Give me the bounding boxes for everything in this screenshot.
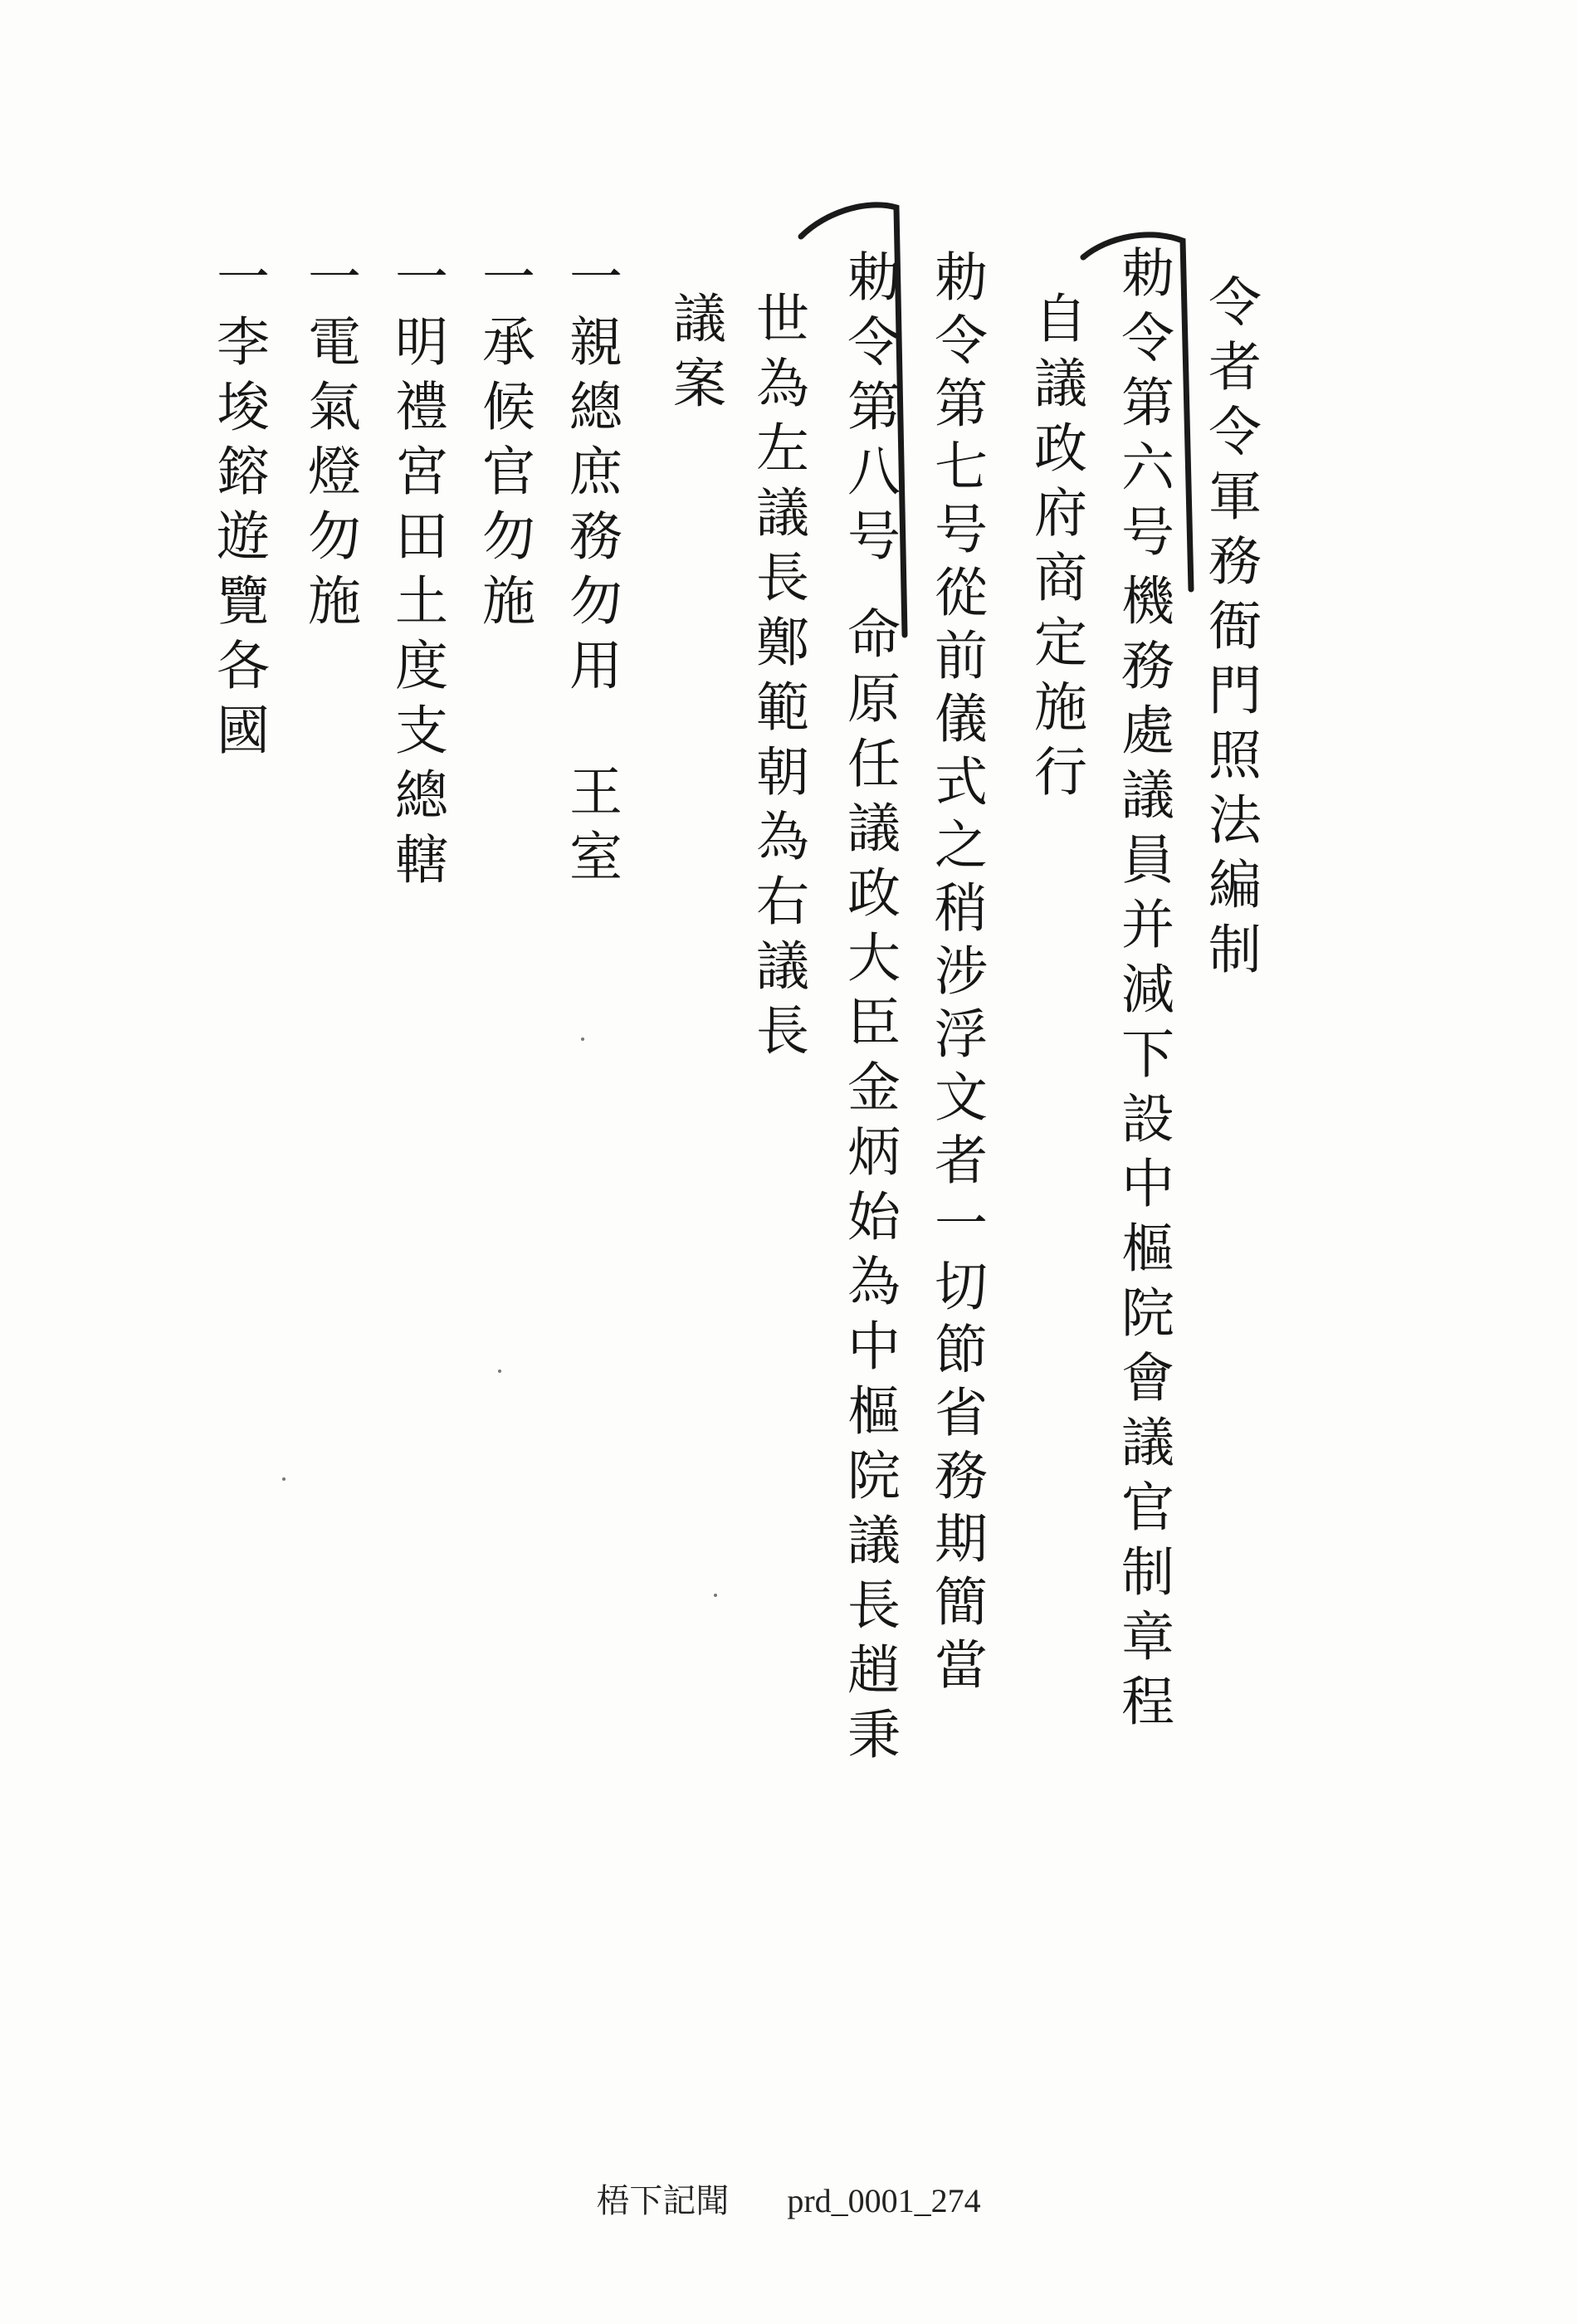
footer-code: prd_0001_274: [787, 2182, 981, 2219]
text-column-11: 一電氣燈勿施: [299, 249, 360, 637]
text-column-2b: 機務處議員并減下設中樞院會議官制章程: [1112, 573, 1174, 1738]
scan-speck: [282, 1477, 286, 1481]
text-column-9: 一承候官勿施: [473, 249, 535, 637]
text-column-12: 一李埈鎔遊覽各國: [208, 249, 269, 767]
text-column-7: 議案: [664, 290, 725, 420]
text-column-4: 勅令第七号從前儀式之稍涉浮文者一切節省務期簡當: [925, 249, 987, 1700]
text-column-5b: 命原任議政大臣金炳始為中樞院議長趙秉: [838, 606, 900, 1771]
scan-speck: [581, 1038, 584, 1041]
text-column-6: 世為左議長鄭範朝為右議長: [747, 290, 808, 1067]
text-column-1: 令者令軍務衙門照法編制: [1199, 274, 1261, 986]
text-column-2a: 勅令第六号: [1112, 245, 1174, 569]
scan-speck: [714, 1594, 717, 1597]
text-column-8a: 一親總庶務勿用: [560, 249, 622, 702]
scan-speck: [498, 1370, 501, 1373]
footer-title: 梧下記聞: [596, 2182, 730, 2219]
text-column-3: 自議政府商定施行: [1025, 290, 1086, 808]
text-column-10: 一明禮宮田土度支總轄: [386, 249, 447, 896]
text-column-5a: 勅令第八号: [838, 249, 900, 573]
page-footer: [0, 2175, 1577, 2222]
text-column-8b: 王室: [560, 764, 622, 893]
